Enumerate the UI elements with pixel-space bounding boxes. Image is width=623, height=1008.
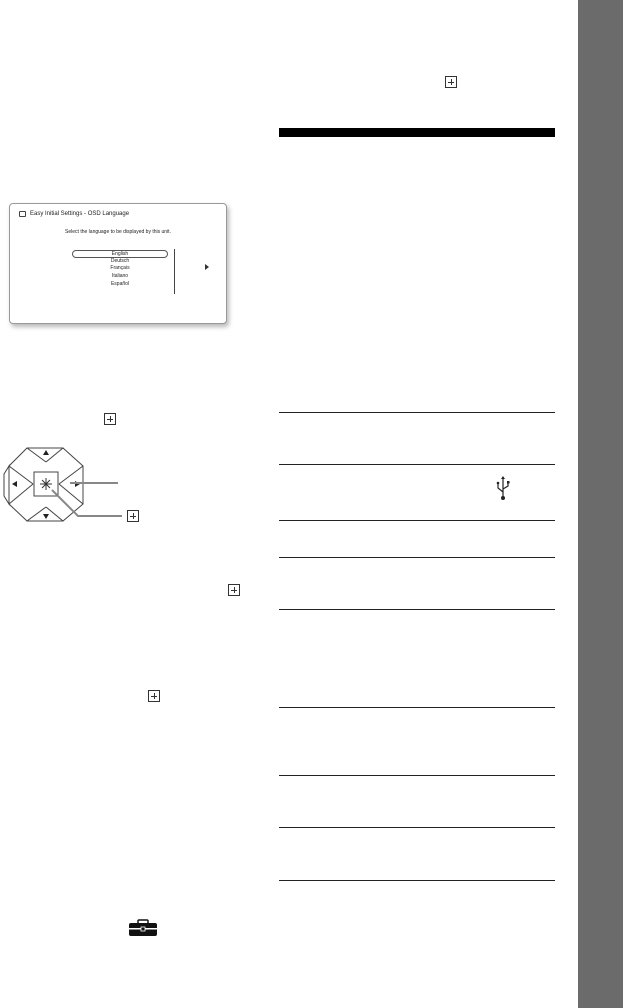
table-rule [279, 775, 555, 776]
enter-icon [127, 510, 139, 522]
language-option-italiano[interactable]: Italiano [111, 273, 129, 279]
settings-icon [19, 211, 26, 217]
enter-icon [445, 76, 457, 88]
enter-icon [228, 584, 240, 596]
language-option-english[interactable]: English [72, 250, 168, 258]
section-heading-bar [279, 128, 555, 137]
language-option-francais[interactable]: Français [110, 265, 130, 271]
side-tab [578, 0, 623, 1008]
table-rule [279, 412, 555, 413]
language-option-espanol[interactable]: Español [110, 281, 130, 287]
language-scrollbar [174, 249, 175, 294]
table-rule [279, 880, 555, 881]
arrow-right-icon [205, 264, 209, 270]
osd-language-screen [9, 203, 227, 324]
toolbox-icon [128, 919, 158, 937]
enter-icon [104, 413, 116, 425]
table-rule [279, 557, 555, 558]
directional-pad-icon [0, 438, 180, 538]
osd-prompt: Select the language to be displayed by this unit. [65, 229, 171, 235]
table-rule [279, 707, 555, 708]
enter-icon [148, 690, 160, 702]
language-option-deutsch[interactable]: Deutsch [110, 258, 130, 264]
table-rule [279, 464, 555, 465]
table-rule [279, 609, 555, 610]
table-rule [279, 827, 555, 828]
usb-icon [496, 476, 510, 502]
osd-title: Easy Initial Settings - OSD Language [30, 211, 130, 217]
table-rule [279, 520, 555, 521]
